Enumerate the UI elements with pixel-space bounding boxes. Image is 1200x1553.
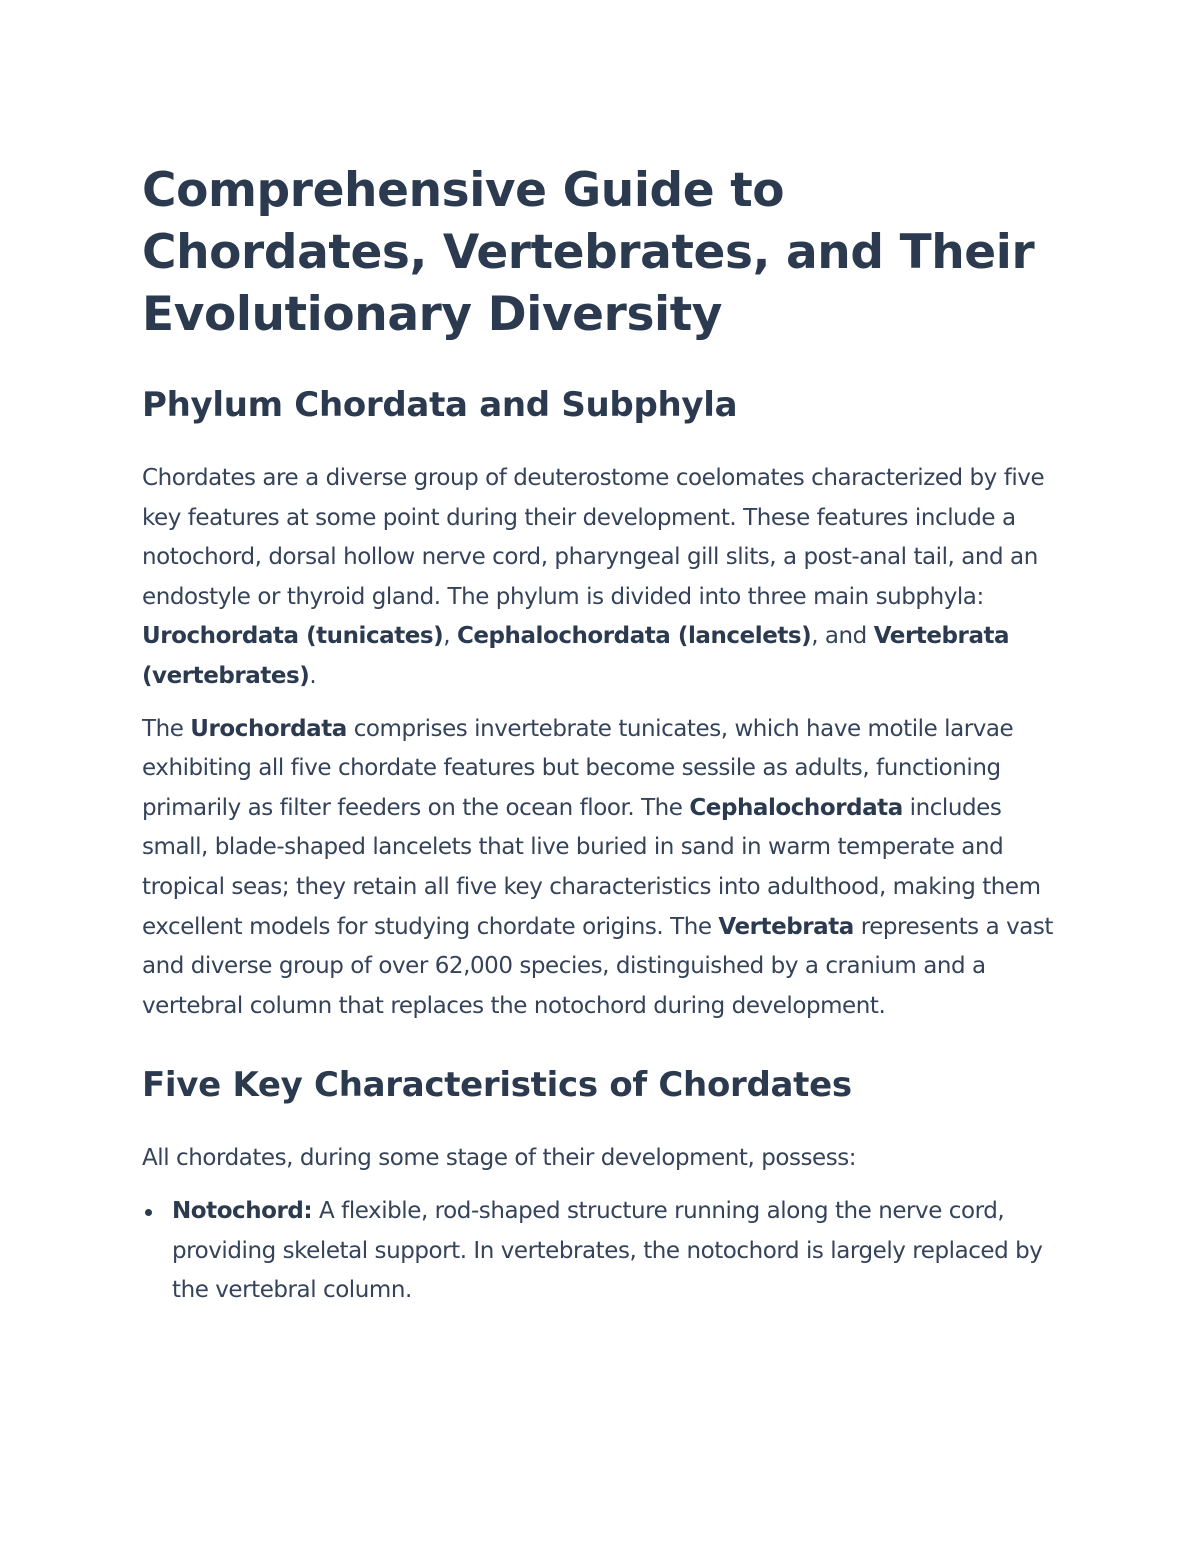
bold-term-urochordata: Urochordata bbox=[190, 715, 347, 742]
bold-term-vertebrata: Vertebrata bbox=[718, 913, 854, 940]
text-run: Chordates are a diverse group of deuterostome coelomates characterized by five key features at some point during their development. These features include a notochord, dorsal hollow nerve cord, pharyngeal gill slits, a post-anal tail, and an endostyle or thyroid gland. The phylum is divided into three main subphyla: bbox=[142, 465, 1045, 610]
list-item-text: A flexible, rod-shaped structure running along the nerve cord, providing skeletal support. In vertebrates, the notochord is largely replaced by the vertebral column. bbox=[172, 1197, 1043, 1304]
bold-term-vertebrata: Vertebrata (vertebrates) bbox=[142, 623, 1010, 689]
bullet-dot-icon bbox=[145, 1209, 152, 1216]
bold-term-urochordata: Urochordata (tunicates) bbox=[142, 623, 444, 650]
text-run: , and bbox=[811, 623, 874, 650]
page-title: Comprehensive Guide to Chordates, Vertebrates, and Their Evolutionary Diversity bbox=[142, 163, 1035, 342]
section-heading-five-characteristics: Five Key Characteristics of Chordates bbox=[142, 1065, 852, 1106]
text-run: represents a vast and diverse group of over 62,000 species, distinguished by a cranium and a vertebral column that replaces the notochord during development. bbox=[142, 913, 1053, 1019]
text-run: , bbox=[443, 623, 457, 650]
section-heading-phylum-chordata: Phylum Chordata and Subphyla bbox=[142, 385, 738, 425]
paragraph-characteristics-intro: All chordates, during some stage of their development, possess: bbox=[142, 1145, 857, 1172]
text-run: . bbox=[309, 662, 317, 689]
bold-term-cephalochordata: Cephalochordata (lancelets) bbox=[456, 623, 812, 650]
bold-term-cephalochordata: Cephalochordata bbox=[689, 794, 903, 821]
document-page bbox=[142, 160, 1062, 1311]
list-item-term: Notochord: bbox=[172, 1197, 313, 1224]
paragraph-subphyla-details bbox=[142, 710, 1062, 1027]
text-run: comprises invertebrate tunicates, which have motile larvae exhibiting all five chordate features but become sessile as adults, functioning primarily as filter feeders on the ocean floor. The bbox=[142, 715, 1014, 821]
characteristics-list bbox=[142, 1192, 1062, 1311]
list-item bbox=[142, 1192, 1062, 1311]
paragraph-chordata-overview bbox=[142, 459, 1062, 697]
text-run: The bbox=[142, 715, 191, 742]
text-run: includes small, blade-shaped lancelets that live buried in sand in warm temperate and tropical seas; they retain all five key characteristics into adulthood, making them excellent models for studying chordate origins. The bbox=[142, 794, 1041, 940]
